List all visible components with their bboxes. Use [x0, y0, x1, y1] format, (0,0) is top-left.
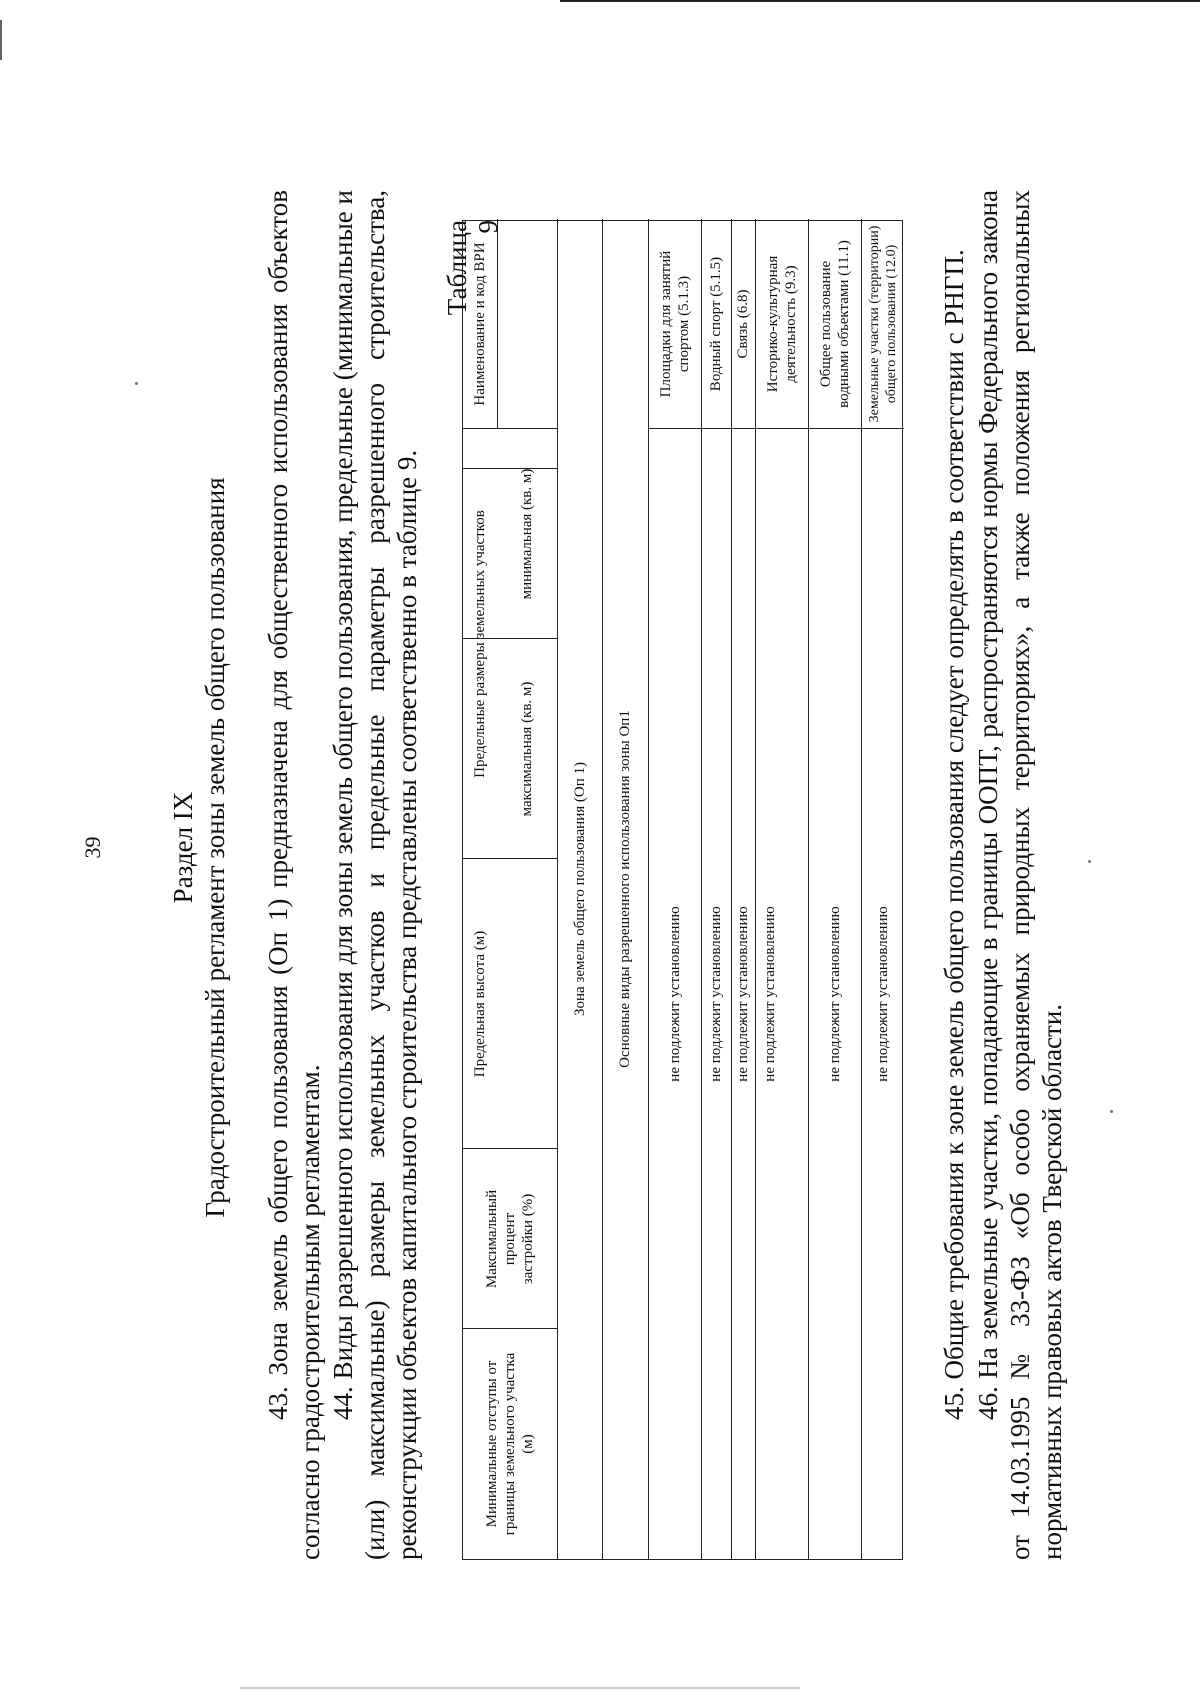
main-uses-row: Основные виды разрешенного использования зоны Оп1 [617, 710, 633, 1068]
row-name: Земельные участки (территории) общего пользования (12.0) [866, 225, 899, 423]
row-height: не подлежит установлению [708, 906, 724, 1082]
row-name: Водный спорт (5.1.5) [708, 256, 724, 392]
row-height: не подлежит установлению [762, 906, 778, 1082]
row-height: не подлежит установлению [874, 906, 891, 1082]
section-subtitle: Градостроительный регламент зоны земель общего пользования [200, 477, 230, 1218]
row-name: Общее пользование водными объектами (11.1) [817, 240, 852, 408]
table-caption: Таблица 9 [442, 220, 503, 316]
header-setbacks: Минимальные отступы от границы земельного участка (м) [484, 1352, 536, 1536]
row-name: Связь (6.8) [735, 289, 751, 359]
header-min-area: минимальная (кв. м) [519, 468, 535, 600]
header-plot-sizes: Предельные размеры земельных участков [472, 510, 488, 778]
paragraph-44: 44. Виды разрешенного использования для зоны земель общего пользования, предельные (минимальные и (или) максимальные) размеры земельных участков и предельные параметры разрешенного строительства, реконструкции объектов капитального строительства представлены соответственно в таблице 9. [328, 190, 422, 1560]
regulation-table [462, 220, 903, 1560]
zone-row: Зона земель общего пользования (Оп 1) [571, 762, 588, 1016]
header-height: Предельная высота (м) [472, 930, 488, 1078]
header-name-spacer [497, 219, 557, 429]
header-name: Наименование и код ВРИ [472, 242, 488, 406]
page-number: 39 [80, 836, 105, 859]
paragraph-46: 46. На земельные участки, попадающие в границы ООПТ, распространяются нормы Федерального закона от 14.03.1995 № 33-ФЗ «Об особо охраняемых природных территориях», а также положения региональных нормативных правовых актов Тверской области. [973, 190, 1067, 1560]
header-coverage: Максимальный процент застройки (%) [484, 1189, 536, 1289]
row-height: не подлежит установлению [666, 906, 683, 1082]
row-name: Историко-культурная деятельность (9.3) [764, 255, 799, 393]
row-height: не подлежит установлению [826, 906, 843, 1082]
paragraph-45: 45. Общие требования к зоне земель общего пользования следует определять в соответствии с РНГП. [939, 249, 969, 1420]
paragraph-43: 43. Зона земель общего пользования (Оп 1) предназначена для общественного использования объектов согласно градостроительным регламентам. [263, 190, 325, 1560]
row-name: Площадки для занятий спортом (5.1.3) [657, 250, 692, 398]
row-height: не подлежит установлению [735, 906, 751, 1082]
section-title: Раздел IX [168, 791, 198, 904]
header-max-area: максимальная (кв. м) [519, 681, 535, 817]
